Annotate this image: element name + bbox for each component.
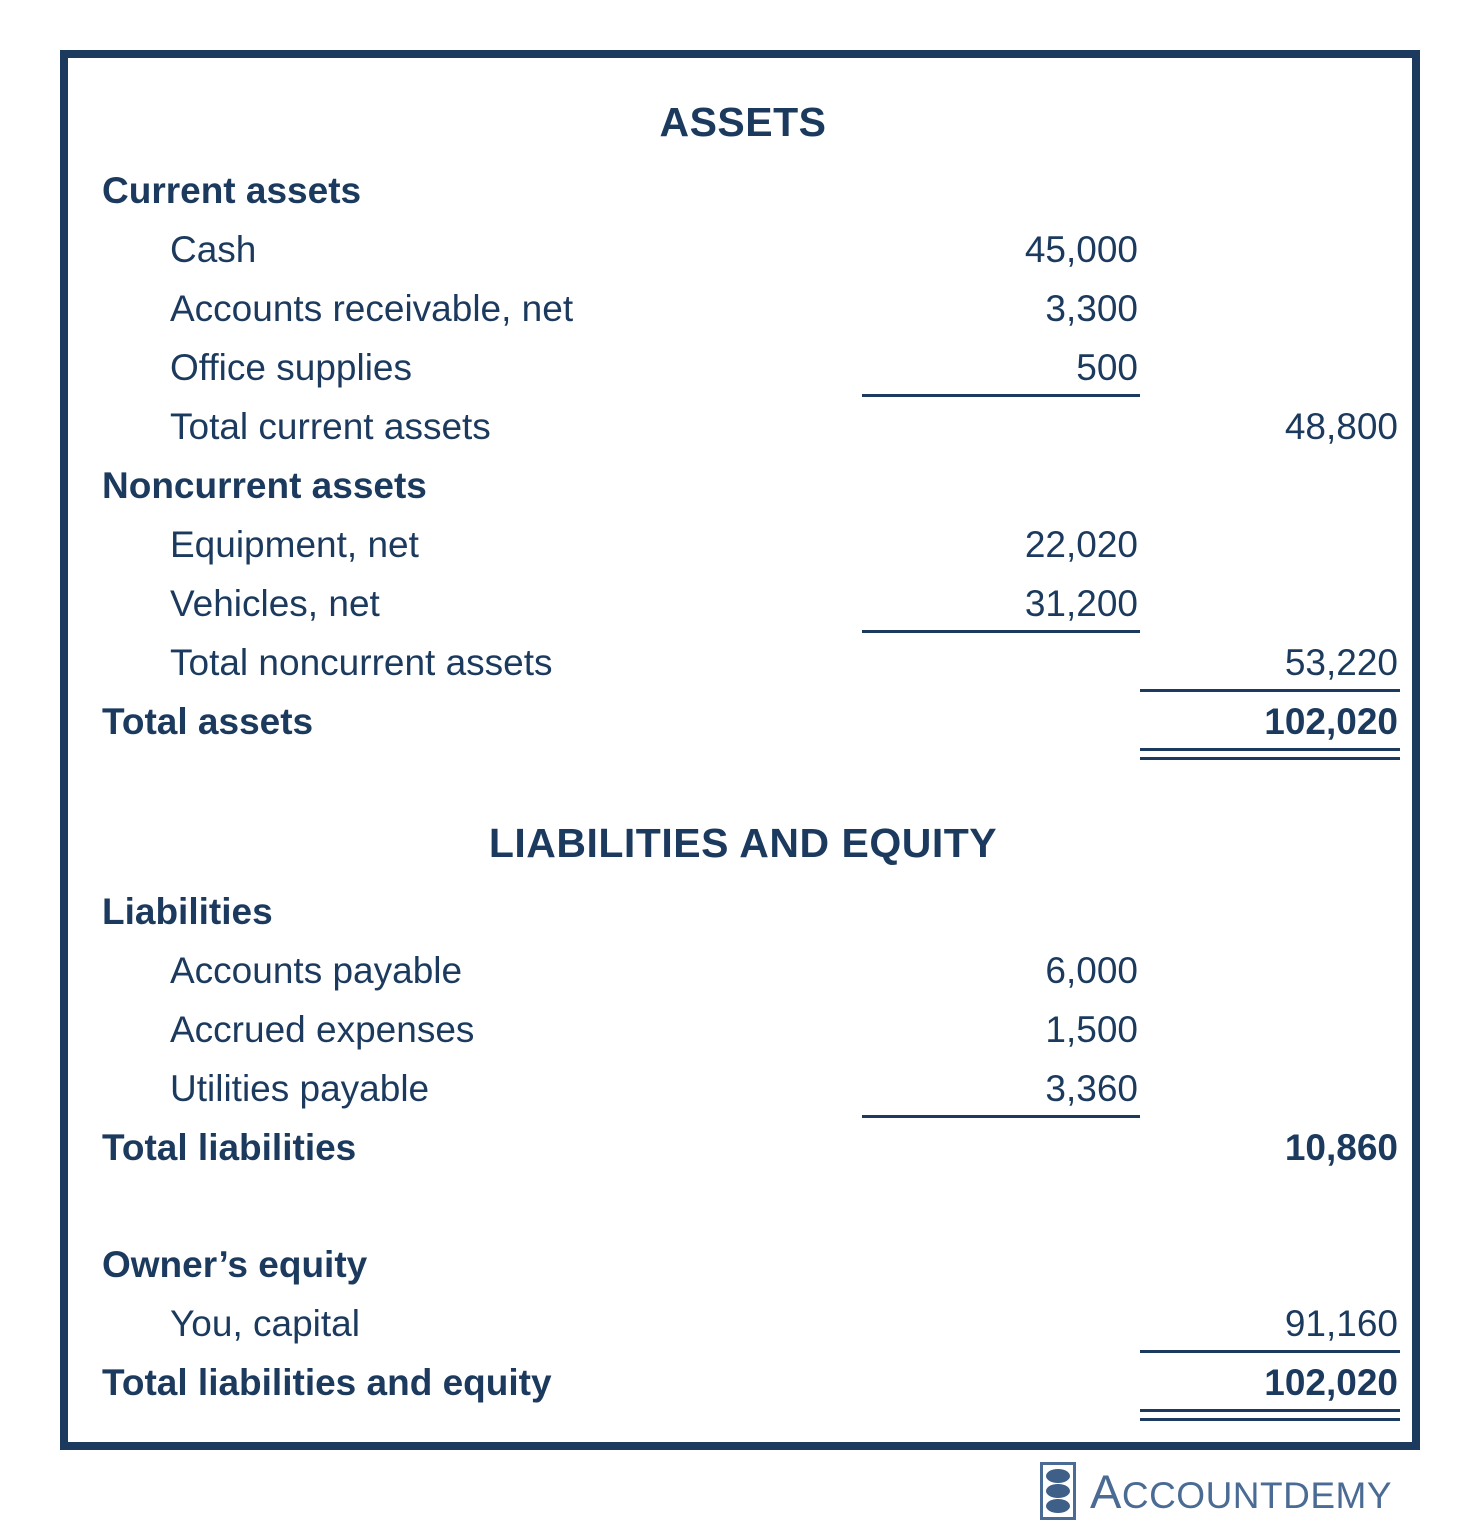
- row-label: [102, 1177, 862, 1235]
- row-amount-column-2: [1140, 1177, 1400, 1235]
- row-label: Office supplies: [170, 347, 412, 388]
- row-label: You, capital: [170, 1303, 360, 1344]
- row-amount-column-2: [1140, 1235, 1400, 1294]
- row-amount-column-1: 31,200: [862, 574, 1140, 633]
- row-amount-column-2: 102,020: [1140, 1353, 1400, 1412]
- row-amount-column-1: [862, 633, 1140, 692]
- row-amount-column-2: 48,800: [1284, 406, 1398, 447]
- coin-stack-icon: [1040, 1462, 1076, 1520]
- row-amount-column-2: [1140, 574, 1400, 633]
- liabilities-equity-table: [102, 882, 1400, 1412]
- statement-row: [102, 397, 1400, 456]
- logo-wordmark-first: A: [1090, 1464, 1122, 1518]
- row-label: Total liabilities and equity: [102, 1362, 552, 1403]
- row-amount-column-2: [1140, 941, 1400, 1000]
- statement-row: [102, 941, 1400, 1000]
- statement-row: [102, 1059, 1400, 1118]
- coin-icon: [1046, 1484, 1070, 1498]
- row-amount-column-1: 3,360: [862, 1059, 1140, 1118]
- row-amount-column-1: 45,000: [1024, 229, 1138, 270]
- row-amount-column-1: 1,500: [1045, 1009, 1138, 1050]
- assets-section-title: ASSETS: [659, 99, 827, 145]
- row-amount-column-2: 10,860: [1284, 1127, 1398, 1168]
- row-amount-column-2: [1140, 161, 1400, 220]
- liabilities-section-title: LIABILITIES AND EQUITY: [488, 820, 998, 866]
- row-label: Owner’s equity: [102, 1244, 368, 1285]
- logo-wordmark-rest: CCOUNTDEMY: [1121, 1474, 1393, 1516]
- row-label: Liabilities: [102, 891, 273, 932]
- statement-row: [102, 1118, 1400, 1177]
- statement-row: [102, 279, 1400, 338]
- statement-row: [102, 633, 1400, 692]
- statement-row: [102, 338, 1400, 397]
- row-label: Current assets: [102, 170, 362, 211]
- row-amount-column-2: 91,160: [1140, 1294, 1400, 1353]
- coin-icon: [1046, 1499, 1070, 1513]
- row-amount-column-2: [1140, 338, 1400, 397]
- statement-row: [102, 456, 1400, 515]
- section-spacer: [102, 751, 1384, 817]
- row-amount-column-1: 500: [862, 338, 1140, 397]
- row-amount-column-1: [862, 1118, 1140, 1177]
- statement-row: [102, 692, 1400, 751]
- statement-row: [102, 515, 1400, 574]
- row-amount-column-2: [1140, 279, 1400, 338]
- statement-row: [102, 574, 1400, 633]
- row-amount-column-2: [1140, 1000, 1400, 1059]
- row-amount-column-2: [1140, 220, 1400, 279]
- row-label: Accounts payable: [170, 950, 463, 991]
- row-label: Vehicles, net: [170, 583, 380, 624]
- row-amount-column-1: [862, 692, 1140, 751]
- row-amount-column-1: [862, 1353, 1140, 1412]
- accountdemy-logo: [1040, 1462, 1392, 1520]
- row-amount-column-1: 3,300: [1045, 288, 1138, 329]
- row-amount-column-2: [1140, 882, 1400, 941]
- row-label: Total assets: [102, 701, 314, 742]
- row-amount-column-1: 6,000: [1045, 950, 1138, 991]
- row-label: Noncurrent assets: [102, 465, 427, 506]
- logo-wordmark: [1090, 1464, 1393, 1518]
- row-amount-column-2: [1140, 515, 1400, 574]
- row-label: Accounts receivable, net: [170, 288, 574, 329]
- row-amount-column-2: 53,220: [1140, 633, 1400, 692]
- row-amount-column-1: 22,020: [1024, 524, 1138, 565]
- row-label: Utilities payable: [170, 1068, 430, 1109]
- statement-row: [102, 1000, 1400, 1059]
- row-amount-column-2: [1140, 456, 1400, 515]
- row-amount-column-1: [862, 456, 1140, 515]
- row-amount-column-2: [1140, 1059, 1400, 1118]
- statement-row: [102, 1235, 1400, 1294]
- blank-row: [102, 1177, 1400, 1235]
- row-amount-column-1: [862, 397, 1140, 456]
- row-amount-column-1: [862, 1235, 1140, 1294]
- row-label: Total current assets: [170, 406, 491, 447]
- row-amount-column-1: [862, 161, 1140, 220]
- statement-row: [102, 161, 1400, 220]
- statement-row: [102, 882, 1400, 941]
- row-amount-column-1: [862, 882, 1140, 941]
- row-label: Total noncurrent assets: [170, 642, 553, 683]
- row-label: Cash: [170, 229, 257, 270]
- row-label: Equipment, net: [170, 524, 419, 565]
- row-label: Accrued expenses: [170, 1009, 475, 1050]
- assets-table: [102, 161, 1400, 751]
- row-label: Total liabilities: [102, 1127, 357, 1168]
- row-amount-column-1: [862, 1177, 1140, 1235]
- statement-row: [102, 1353, 1400, 1412]
- row-amount-column-1: [862, 1294, 1140, 1353]
- statement-row: [102, 220, 1400, 279]
- statement-row: [102, 1294, 1400, 1353]
- row-amount-column-2: 102,020: [1140, 692, 1400, 751]
- coin-icon: [1046, 1469, 1070, 1483]
- statement-frame: [60, 50, 1420, 1450]
